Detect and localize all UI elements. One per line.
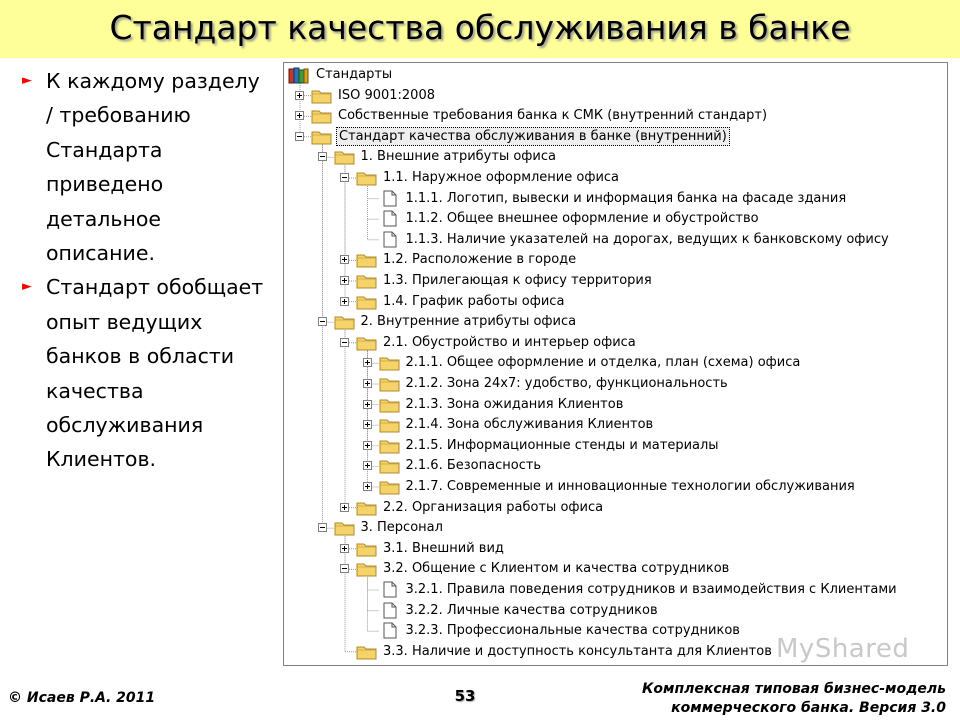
books-icon [288,66,310,88]
tree-item-label: 3. Персонал [360,520,443,536]
expand-icon[interactable] [363,358,372,367]
collapse-icon[interactable] [340,173,349,182]
tree-item-label: 3.3. Наличие и доступность консультанта для Клиентов [383,643,772,659]
expand-icon[interactable] [363,441,372,450]
footer-caption-line: Комплексная типовая бизнес-модель [641,681,946,697]
tree-item-label: 1.1. Наружное оформление офиса [383,170,620,185]
folder-icon [379,396,401,417]
expand-icon[interactable] [340,297,349,306]
folder-icon [334,313,356,334]
document-icon [379,581,401,602]
tree-item-label: 3.2. Общение с Клиентом и качества сотрудников [383,561,730,577]
bullet-item [22,270,272,476]
expand-icon[interactable] [363,420,372,429]
expand-icon[interactable] [363,482,372,491]
standards-tree-view[interactable] [283,62,948,666]
folder-icon [379,375,401,396]
bullet-item [22,64,272,270]
folder-icon [379,437,401,458]
folder-icon [311,128,333,149]
expand-icon[interactable] [295,111,304,120]
expand-icon[interactable] [340,255,349,264]
folder-icon [356,272,378,293]
folder-icon [356,540,378,561]
tree-item-label: 2.1.7. Современные и инновационные технологии обслуживания [405,479,855,494]
folder-icon [311,107,333,128]
tree-item-label: 2.1.2. Зона 24х7: удобство, функциональность [405,376,728,391]
folder-icon [311,87,333,108]
bullet-text: К каждому разделу / требованию Стандарта приведено детальное описание. [46,69,260,266]
footer-caption-line: коммерческого банка. Версия 3.0 [671,700,946,716]
folder-icon [334,519,356,540]
folder-icon [356,643,378,664]
folder-icon [379,354,401,375]
tree-item-label: 2.1.3. Зона ожидания Клиентов [405,396,624,412]
expand-icon[interactable] [363,461,372,470]
collapse-icon[interactable] [318,317,327,326]
footer-caption [642,680,946,718]
folder-icon [334,148,356,169]
collapse-icon[interactable] [340,338,349,347]
tree-item-label: 1.4. График работы офиса [383,293,565,309]
tree-item-label: Стандарт качества обслуживания в банке (внутренний) [336,127,730,146]
collapse-icon[interactable] [318,152,327,161]
tree-item-label: 3.2.3. Профессиональные качества сотрудников [405,623,740,639]
collapse-icon[interactable] [340,564,349,573]
tree-item-label: 2.1.5. Информационные стенды и материалы [405,437,719,453]
tree-item-label: 3.2.1. Правила поведения сотрудников и взаимодействия с Клиентами [405,582,897,597]
expand-icon[interactable] [340,503,349,512]
folder-icon [356,251,378,272]
tree-root-label: Стандарты [316,67,393,82]
folder-icon [379,457,401,478]
expand-icon[interactable] [295,91,304,100]
tree-item-label: 1.3. Прилегающая к офису территория [383,273,652,288]
collapse-icon[interactable] [318,523,327,532]
tree-item-label: 2.1.4. Зона обслуживания Клиентов [405,417,654,433]
tree-item-label: Собственные требования банка к СМК (внутренний стандарт) [338,108,768,124]
page-number: 53 [454,687,476,705]
tree-item-label: 1.1.1. Логотип, вывески и информация банка на фасаде здания [405,190,847,206]
slide-title: Стандарт качества обслуживания в банке [109,8,851,47]
document-icon [379,190,401,211]
collapse-icon[interactable] [295,132,304,141]
folder-icon [356,560,378,581]
folder-icon [356,293,378,314]
bullet-list [22,64,272,477]
tree-item-label: 2. Внутренние атрибуты офиса [360,314,577,330]
bullet-text: Стандарт обобщает опыт ведущих банков в области качества обслуживания Клиентов. [46,275,264,472]
tree-item-label: 2.2. Организация работы офиса [383,499,604,515]
expand-icon[interactable] [340,544,349,553]
bullet-marker-icon: ► [22,279,32,295]
tree-item-label: 2.1. Обустройство и интерьер офиса [383,334,636,350]
document-icon [379,231,401,252]
document-icon [379,602,401,623]
expand-icon[interactable] [340,276,349,285]
copyright-footer: © Исаев Р.А. 2011 [8,690,156,706]
tree-item-label: 3.1. Внешний вид [383,540,504,556]
tree-item-label: ISO 9001:2008 [338,87,435,103]
tree-item-label: 1.1.2. Общее внешнее оформление и обустройство [405,211,759,227]
folder-icon [379,416,401,437]
expand-icon[interactable] [363,379,372,388]
tree-item-label: 1.2. Расположение в городе [383,252,577,268]
tree-item-label: 1. Внешние атрибуты офиса [360,149,556,165]
folder-icon [379,478,401,499]
document-icon [379,622,401,643]
tree-item-label: 3.2.2. Личные качества сотрудников [405,602,658,618]
tree-item-label: 2.1.1. Общее оформление и отделка, план (схема) офиса [405,355,801,371]
tree-item-label: 1.1.3. Наличие указателей на дорогах, ведущих к банковскому офису [405,231,889,247]
tree-item-label: 2.1.6. Безопасность [405,458,542,474]
document-icon [379,210,401,231]
folder-icon [356,499,378,520]
bullet-marker-icon: ► [22,73,32,88]
folder-icon [356,334,378,355]
folder-icon [356,169,378,190]
expand-icon[interactable] [363,400,372,409]
watermark-logo: MyShared [776,634,910,664]
